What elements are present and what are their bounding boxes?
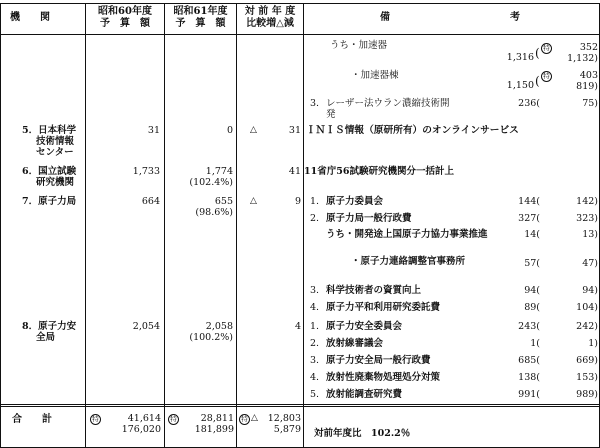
note-accelerator-label: うち・加速器	[330, 40, 388, 51]
total-top-border	[0, 404, 600, 405]
header-s61-line1: 昭和61年度	[173, 6, 228, 17]
r8-item-value: 991(	[518, 389, 540, 400]
total-s61-general: 181,899	[194, 424, 234, 435]
col-border-4	[303, 3, 304, 448]
col-border-left	[0, 3, 1, 448]
total-diff-general: 5,879	[273, 424, 301, 435]
r8-item-label: 放射線審議会	[326, 338, 384, 349]
r7-item-value: 327(	[518, 213, 540, 224]
r7-item-num: 3.	[310, 285, 320, 296]
r8-s61: 2,058	[205, 321, 233, 332]
total-s60-special: 41,614	[127, 413, 161, 424]
r7-item-value: 144(	[518, 196, 540, 207]
r5-name-2: 技術情報	[36, 136, 75, 147]
r8-item-label: 放射性廃棄物処理処分対策	[326, 372, 441, 383]
note-accelerator-r1: 352	[579, 42, 598, 53]
note-building-label: ・加速器棟	[351, 70, 399, 81]
r7-item-num: 2.	[310, 213, 320, 224]
r8-item-label: 原子力安全委員会	[326, 321, 403, 332]
r8-item-prev: 1)	[588, 338, 598, 349]
r5-diff: 31	[288, 125, 301, 136]
col-border-2	[164, 3, 165, 448]
header-biko-2: 考	[510, 12, 520, 23]
r8-s61-pct: (100.2%)	[189, 332, 233, 343]
r7-diff: 9	[294, 196, 301, 207]
r8-item-prev: 153)	[576, 372, 598, 383]
r7-item-value: 94(	[524, 285, 540, 296]
r7-item-prev: 142)	[576, 196, 598, 207]
r6-s61-pct: (102.4%)	[189, 177, 233, 188]
r8-item-value: 243(	[518, 321, 540, 332]
special-mark-icon: 特	[168, 414, 179, 425]
r8-name-1: 8．原子力安	[22, 321, 77, 332]
r6-diff: 41	[288, 166, 301, 177]
table-top-border	[0, 3, 600, 4]
r8-item-prev: 989)	[576, 389, 598, 400]
r8-item-value: 685(	[518, 355, 540, 366]
note-laser-line2: 発	[326, 109, 336, 120]
header-bottom-border	[0, 34, 600, 35]
header-s60-line1: 昭和60年度	[98, 6, 152, 17]
r5-decrease-icon: △	[250, 125, 257, 135]
header-diff-line1: 対 前 年 度	[244, 6, 296, 17]
r7-item-num: 4.	[310, 302, 320, 313]
header-biko-1: 備	[380, 12, 390, 23]
r5-name-3: センター	[36, 147, 74, 158]
note-building-r1: 403	[579, 70, 598, 81]
r5-name-1: 5．日本科学	[22, 125, 77, 136]
col-border-3	[236, 3, 237, 448]
note-laser-num: 3.	[310, 98, 320, 109]
r7-item-prev: 104)	[576, 302, 598, 313]
total-label: 合 計	[12, 414, 52, 425]
r8-item-num: 5.	[310, 389, 320, 400]
r7-item-value: 14(	[524, 229, 540, 240]
r8-item-prev: 669)	[576, 355, 598, 366]
col-border-1	[85, 3, 86, 448]
header-s61-line2: 予 算 額	[175, 18, 226, 29]
r7-item-prev: 13)	[582, 229, 598, 240]
r5-note: ＩＮＩＳ情報（原研所有）のオンラインサービス	[306, 125, 519, 136]
r8-item-value: 138(	[518, 372, 540, 383]
special-mark-icon: 特	[90, 414, 101, 425]
r8-item-num: 3.	[310, 355, 320, 366]
note-building-left: 1,150	[506, 80, 534, 91]
r8-item-num: 1.	[310, 321, 320, 332]
r7-item-label: 原子力委員会	[326, 196, 384, 207]
r8-item-prev: 242)	[576, 321, 598, 332]
r8-item-num: 4.	[310, 372, 320, 383]
total-diff-mark-wrap	[239, 414, 251, 425]
total-decrease-icon: △	[251, 413, 258, 423]
r7-item-label: 原子力局一般行政費	[326, 213, 412, 224]
note-laser-prev: 75)	[582, 98, 598, 109]
r7-item-label: うち・開発途上国原子力協力事業推進	[326, 229, 488, 240]
header-s60-line2: 予 算 額	[100, 18, 150, 29]
special-mark-icon: 特	[541, 43, 552, 54]
r7-s61: 655	[214, 196, 233, 207]
r8-item-label: 放射能調査研究費	[326, 389, 403, 400]
r7-item-prev: 323)	[576, 213, 598, 224]
r7-item-prev: 47)	[582, 258, 598, 269]
r7-item-label: 科学技術者の資質向上	[326, 285, 422, 296]
r7-decrease-icon: △	[250, 196, 257, 206]
r6-name-1: 6．国立試験	[22, 166, 77, 177]
r8-name-2: 全局	[36, 332, 56, 343]
r7-item-label: ・原子力連絡調整官事務所	[351, 256, 466, 267]
note-laser-line1: レーザー法ウラン濃縮技術開	[326, 98, 450, 109]
r7-s60: 664	[141, 196, 160, 207]
r7-item-label: 原子力平和利用研究委託費	[326, 302, 441, 313]
r5-s61: 0	[226, 125, 233, 136]
note-accelerator-left: 1,316	[506, 52, 534, 63]
r8-item-label: 原子力安全局一般行政費	[326, 355, 431, 366]
r8-diff: 4	[294, 321, 301, 332]
r7-item-value: 89(	[524, 302, 540, 313]
r5-s60: 31	[147, 125, 160, 136]
r7-item-value: 57(	[524, 258, 540, 269]
r7-name-1: 7．原子力局	[22, 196, 77, 207]
special-mark-icon: 特	[239, 414, 250, 425]
r6-s61: 1,774	[205, 166, 233, 177]
total-diff-special: 12,803	[267, 413, 301, 424]
r6-s60: 1,733	[132, 166, 160, 177]
r6-name-2: 研究機関	[36, 177, 75, 188]
total-note: 対前年度比 102.2％	[314, 428, 411, 439]
note-laser-value: 236(	[518, 98, 540, 109]
header-kikan: 機 関	[10, 12, 50, 23]
note-building-r2: 819)	[576, 81, 598, 92]
note-accelerator-r2: 1,132)	[567, 53, 598, 64]
total-top-border-2	[0, 406, 600, 407]
note-accelerator-bracket: (	[535, 46, 540, 60]
total-s60-general: 176,020	[121, 424, 161, 435]
total-s61-special: 28,811	[200, 413, 234, 424]
r7-item-prev: 94)	[582, 285, 598, 296]
special-mark-icon: 特	[541, 71, 552, 82]
r6-note: 11省庁56試験研究機関分一括計上	[304, 166, 454, 177]
r7-s61-pct: (98.6%)	[195, 207, 233, 218]
r8-item-num: 2.	[310, 338, 320, 349]
note-building-bracket: (	[535, 74, 540, 88]
header-diff-line2: 比較増△減	[246, 18, 294, 29]
r8-item-value: 1(	[530, 338, 540, 349]
r7-item-num: 1.	[310, 196, 320, 207]
r8-s60: 2,054	[132, 321, 160, 332]
